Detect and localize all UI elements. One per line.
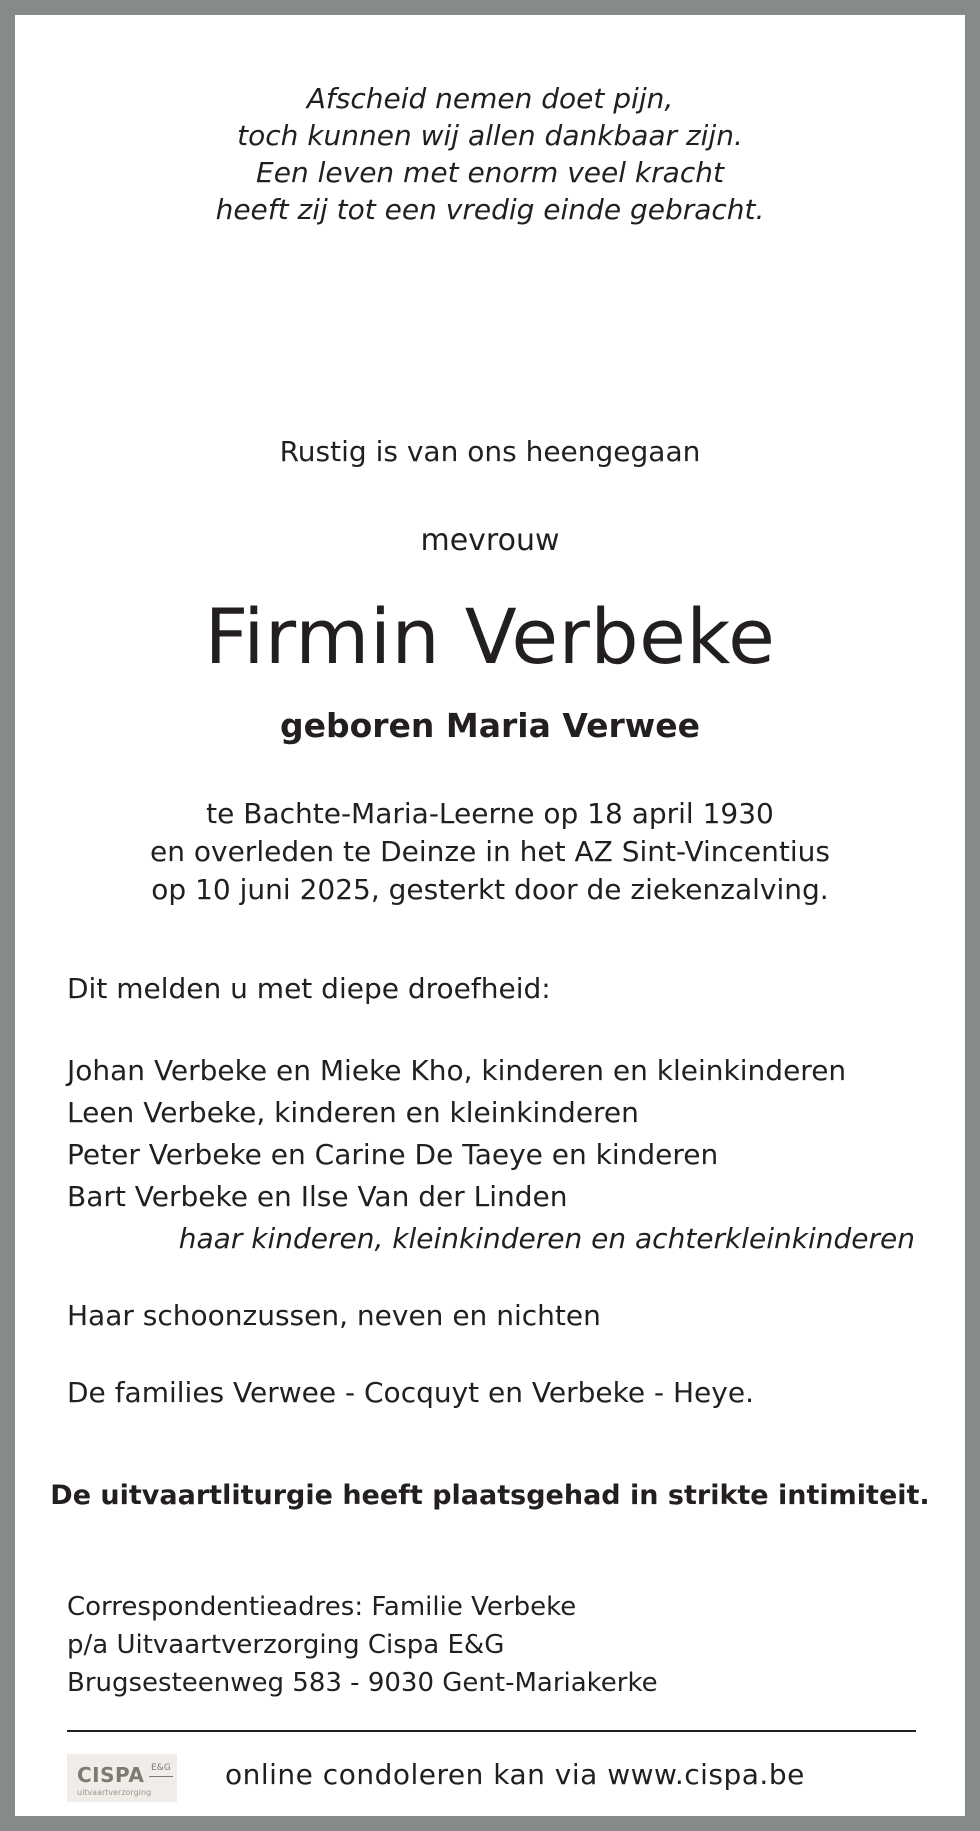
relative-line: Leen Verbeke, kinderen en kleinkinderen [67,1096,639,1129]
intro-text: Rustig is van ons heengegaan [279,435,701,468]
logo-suffix: E&G [151,1763,171,1773]
logo-subtitle: uitvaartverzorging [77,1788,152,1797]
poem-line: heeft zij tot een vredig einde gebracht. [215,193,765,226]
cispa-logo [67,1754,177,1802]
relative-line: Johan Verbeke en Mieke Kho, kinderen en kleinkinderen [67,1054,847,1087]
poem-line: Een leven met enorm veel kracht [256,156,724,189]
relatives-list [67,1050,846,1218]
logo-text: CISPA [77,1763,145,1787]
dates-block [0,795,980,909]
footer-divider [67,1730,916,1732]
deceased-name: Firmin Verbeke [204,592,776,681]
families-line: De families Verwee - Cocquyt en Verbeke - Heye. [67,1376,754,1409]
relative-line: Bart Verbeke en Ilse Van der Linden [67,1180,568,1213]
announcement: Dit melden u met diepe droefheid: [67,972,551,1005]
correspondence-address [67,1588,658,1702]
liturgy-notice: De uitvaartliturgie heeft plaatsgehad in strikte intimiteit. [50,1480,930,1511]
online-condolence-text: online condoleren kan via www.cispa.be [225,1758,805,1791]
dates-line: te Bachte-Maria-Leerne op 18 april 1930 [206,797,774,830]
address-line: Correspondentieadres: Familie Verbeke [67,1592,577,1622]
logo-rule [149,1776,173,1777]
honorific: mevrouw [420,523,560,558]
dates-line: op 10 juni 2025, gesterkt door de ziekenzalving. [151,873,829,906]
poem [0,80,980,228]
birth-name: geboren Maria Verwee [279,706,701,745]
relative-line: Peter Verbeke en Carine De Taeye en kinderen [67,1138,719,1171]
relatives-summary: haar kinderen, kleinkinderen en achterkleinkinderen [178,1222,915,1255]
extended-family: Haar schoonzussen, neven en nichten [67,1299,601,1332]
address-line: Brugsesteenweg 583 - 9030 Gent-Mariakerke [67,1668,658,1698]
poem-line: Afscheid nemen doet pijn, [306,82,674,115]
dates-line: en overleden te Deinze in het AZ Sint-Vincentius [150,835,830,868]
address-line: p/a Uitvaartverzorging Cispa E&G [67,1630,505,1660]
poem-line: toch kunnen wij allen dankbaar zijn. [237,119,743,152]
